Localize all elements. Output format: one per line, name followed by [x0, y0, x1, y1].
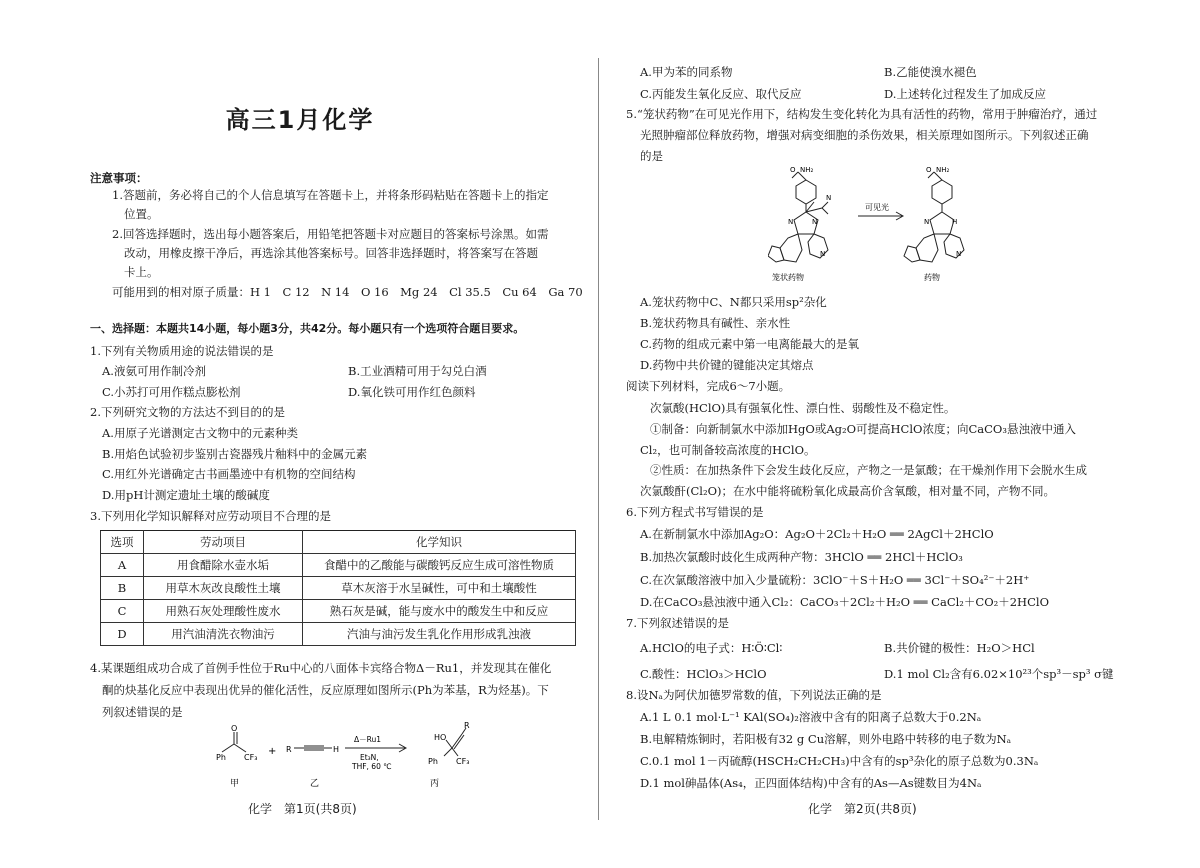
q5-stem-line: 5.“笼状药物”在可见光作用下，结构发生变化转化为具有活性的药物，常用于肿瘤治疗，通过 [626, 107, 1098, 121]
svg-text:HO: HO [434, 733, 447, 742]
page-footer: 化学 第1页(共8页) [248, 802, 357, 816]
q8-option-d: D.1 mol砷晶体(As₄，正四面体结构)中含有的As—As键数目为4Nₐ [640, 776, 982, 790]
note-line: 1.答题前，务必将自己的个人信息填写在答题卡上，并将条形码粘贴在答题卡上的指定 [112, 188, 549, 202]
table-cell: 汽油与油污发生乳化作用形成乳浊液 [303, 623, 576, 646]
q4-reaction-scheme [200, 722, 490, 792]
svg-text:NH₂: NH₂ [800, 166, 814, 174]
q3-stem: 3.下列用化学知识解释对应劳动项目不合理的是 [90, 509, 331, 523]
label-cage-drug: 笼状药物 [772, 273, 804, 282]
q4-option-a: A.甲为苯的同系物 [640, 65, 733, 79]
q2-option-c: C.用红外光谱确定古书画墨迹中有机物的空间结构 [102, 467, 356, 481]
label-jia: 甲 [230, 779, 240, 789]
svg-text:Ph: Ph [216, 753, 226, 762]
q1-option-c: C.小苏打可用作糕点膨松剂 [102, 385, 241, 399]
notes-heading: 注意事项： [90, 171, 148, 185]
table-cell: 用汽油清洗衣物油污 [144, 623, 303, 646]
section-heading: 一、选择题：本题共14小题，每小题3分，共42分。每小题只有一个选项符合题目要求。 [90, 322, 525, 335]
svg-text:O: O [231, 724, 238, 733]
product-structure [444, 728, 466, 756]
table-cell: C [101, 600, 144, 623]
table-header: 化学知识 [303, 531, 576, 554]
reading-para: 次氯酸(HClO)具有强氧化性、漂白性、弱酸性及不稳定性。 [650, 401, 956, 415]
q6-option-d: D.在CaCO₃悬浊液中通入Cl₂：CaCO₃＋2Cl₂＋H₂O ══ CaCl₂＋CO₂＋2HClO [640, 595, 1049, 609]
q5-stem-line: 光照肿瘤部位释放药物，增强对病变细胞的杀伤效果，相关原理如图所示。下列叙述正确 [640, 128, 1089, 142]
svg-text:NH₂: NH₂ [936, 166, 950, 174]
page-footer: 化学 第2页(共8页) [808, 802, 917, 816]
q8-option-c: C.0.1 mol 1－丙硫醇(HSCH₂CH₂CH₃)中含有的sp³杂化的原子总数为0.3Nₐ [640, 754, 1039, 768]
svg-text:R: R [286, 745, 292, 754]
svg-text:N: N [788, 218, 794, 226]
q6-option-a: A.在新制氯水中添加Ag₂O：Ag₂O＋2Cl₂＋H₂O ══ 2AgCl＋2HClO [640, 527, 994, 541]
table-row [101, 623, 576, 646]
table-cell: A [101, 554, 144, 577]
q2-option-a: A.用原子光谱测定古文物中的元素种类 [102, 426, 298, 440]
note-line: 2.回答选择题时，选出每小题答案后，用铅笔把答题卡对应题目的答案标号涂黑。如需 [112, 227, 549, 241]
note-line: 卡上。 [124, 265, 159, 279]
q6-stem: 6.下列方程式书写错误的是 [626, 505, 764, 519]
q8-option-a: A.1 L 0.1 mol·L⁻¹ KAl(SO₄)₂溶液中含有的阳离子总数大于0.2Nₐ [640, 710, 982, 724]
svg-text:+: + [268, 746, 277, 757]
svg-text:N: N [820, 250, 826, 258]
reaction-arrow [345, 744, 406, 752]
drug-structure [904, 172, 964, 262]
reagent-catalyst: Δ－Ru1 [354, 735, 382, 744]
svg-text:H: H [333, 745, 340, 754]
table-cell: 熟石灰是碱，能与废水中的酸发生中和反应 [303, 600, 576, 623]
note-line: 位置。 [124, 207, 159, 221]
reading-para: ②性质：在加热条件下会发生歧化反应，产物之一是氯酸；在干燥剂作用下会脱水生成 [650, 463, 1087, 477]
q7-option-b: B.共价键的极性：H₂O＞HCl [884, 641, 1035, 655]
q4-option-c: C.丙能发生氧化反应、取代反应 [640, 87, 802, 101]
svg-text:CF₃: CF₃ [244, 753, 258, 762]
q8-option-b: B.电解精炼铜时，若阳极有32 g Cu溶解，则外电路中转移的电子数为Nₐ [640, 732, 1012, 746]
table-row [101, 554, 576, 577]
cage-drug-structure [768, 172, 828, 262]
q4-stem-line: 酮的炔基化反应中表现出优异的催化活性，反应原理如图所示(Ph为苯基，R为烃基)。下 [102, 683, 549, 697]
table-header: 劳动项目 [144, 531, 303, 554]
q7-option-c: C.酸性：HClO₃＞HClO [640, 667, 767, 681]
table-cell: 食醋中的乙酸能与碳酸钙反应生成可溶性物质 [303, 554, 576, 577]
reading-para: ①制备：向新制氯水中添加HgO或Ag₂O可提高HClO浓度；向CaCO₃悬浊液中通入 [650, 422, 1076, 436]
q4-option-b: B.乙能使溴水褪色 [884, 65, 977, 79]
q6-option-c: C.在次氯酸溶液中加入少量硫粉：3ClO⁻＋S＋H₂O ══ 3Cl⁻＋SO₄²⁻＋2H⁺ [640, 573, 1030, 587]
svg-text:N: N [826, 194, 832, 202]
svg-text:N: N [812, 218, 818, 226]
table-row [101, 577, 576, 600]
reagent-base: Et₃N, [360, 753, 379, 762]
svg-text:H: H [952, 218, 958, 226]
table-header: 选项 [101, 531, 144, 554]
q5-option-c: C.药物的组成元素中第一电离能最大的是氧 [640, 337, 860, 351]
svg-text:O: O [790, 166, 796, 174]
q2-option-b: B.用焰色试验初步鉴别古瓷器残片釉料中的金属元素 [102, 447, 368, 461]
q7-stem: 7.下列叙述错误的是 [626, 616, 729, 630]
svg-text:R: R [464, 722, 470, 730]
table-row [101, 600, 576, 623]
q2-stem: 2.下列研究文物的方法达不到目的的是 [90, 405, 285, 419]
q7-option-a: A.HClO的电子式：H∶Ö∶Cl∶ [640, 641, 783, 655]
q5-option-b: B.笼状药物具有碱性、亲水性 [640, 316, 791, 330]
q2-option-d: D.用pH计测定遗址土壤的酸碱度 [102, 488, 270, 502]
reading-intro: 阅读下列材料，完成6～7小题。 [626, 379, 791, 393]
q6-option-b: B.加热次氯酸时歧化生成两种产物：3HClO ══ 2HCl＋HClO₃ [640, 550, 963, 564]
svg-text:N: N [924, 218, 930, 226]
table-cell: D [101, 623, 144, 646]
label-bing: 丙 [430, 779, 440, 789]
q4-stem-line: 4.某课题组成功合成了首例手性位于Ru中心的八面体卡宾络合物Δ－Ru1，并发现其在催化 [90, 661, 552, 675]
q3-table [100, 530, 576, 646]
table-cell: 用熟石灰处理酸性废水 [144, 600, 303, 623]
table-header-row [101, 531, 576, 554]
page-2 [600, 0, 1200, 868]
q5-option-a: A.笼状药物中C、N都只采用sp²杂化 [640, 295, 827, 309]
alkyne-structure [294, 746, 332, 750]
reading-para: Cl₂，也可制备较高浓度的HClO。 [640, 443, 816, 457]
label-drug: 药物 [924, 273, 940, 282]
q4-stem-line: 列叙述错误的是 [102, 705, 183, 719]
q5-stem-line: 的是 [640, 149, 663, 163]
q1-option-b: B.工业酒精可用于勾兑白酒 [348, 364, 487, 378]
exam-title: 高三1月化学 [225, 106, 375, 134]
svg-text:CF₃: CF₃ [456, 757, 470, 766]
table-cell: 草木灰溶于水呈碱性，可中和土壤酸性 [303, 577, 576, 600]
q1-option-a: A.液氨可用作制冷剂 [102, 364, 206, 378]
q7-option-d: D.1 mol Cl₂含有6.02×10²³个sp³－sp³ σ键 [884, 667, 1114, 681]
table-cell: 用草木灰改良酸性土壤 [144, 577, 303, 600]
q1-option-d: D.氧化铁可用作红色颜料 [348, 385, 476, 399]
reading-para: 次氯酸酐(Cl₂O)；在水中能将硫粉氧化成最高价含氧酸，相对量不同，产物不同。 [640, 484, 1055, 498]
note-line: 改动，用橡皮擦干净后，再选涂其他答案标号。回答非选择题时，将答案写在答题 [124, 246, 538, 260]
q8-stem: 8.设Nₐ为阿伏加德罗常数的值，下列说法正确的是 [626, 688, 882, 702]
svg-text:N: N [956, 250, 962, 258]
label-yi: 乙 [310, 779, 320, 789]
svg-text:Ph: Ph [428, 757, 438, 766]
svg-text:O: O [926, 166, 932, 174]
q5-option-d: D.药物中共价键的键能决定其熔点 [640, 358, 814, 372]
q5-structure-diagram [768, 166, 1028, 290]
reagent-conditions: THF, 60 ℃ [352, 762, 392, 771]
light-arrow [858, 212, 903, 220]
page-divider [598, 58, 599, 820]
atomic-masses: 可能用到的相对原子质量：H 1 C 12 N 14 O 16 Mg 24 Cl 35.5 Cu 64 Ga 70 [112, 285, 583, 299]
table-cell: 用食醋除水壶水垢 [144, 554, 303, 577]
table-cell: B [101, 577, 144, 600]
q1-stem: 1.下列有关物质用途的说法错误的是 [90, 344, 274, 358]
ketone-structure [222, 732, 246, 752]
arrow-label-visible-light: 可见光 [865, 203, 889, 212]
q4-option-d: D.上述转化过程发生了加成反应 [884, 87, 1046, 101]
